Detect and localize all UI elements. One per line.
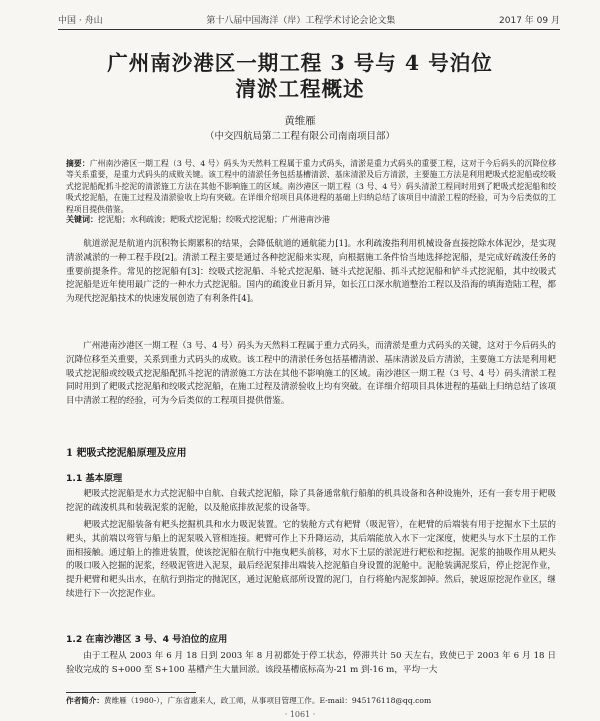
page-number: · 1061 ·	[284, 710, 316, 719]
footnote-text: 黄维雁（1980-），广东省惠来人，政工师，从事项目管理工作。E-mail：945176118@qq.com	[103, 696, 432, 705]
header-proceedings: 第十八届中国海洋（岸）工程学术讨论会论文集	[206, 15, 396, 26]
paragraph-1-2-a	[66, 650, 556, 678]
paper-title-line2: 清淤工程概述	[235, 77, 365, 101]
keywords	[66, 214, 556, 225]
intro-paragraph-2	[66, 340, 556, 409]
abstract-label: 摘要：	[66, 159, 90, 168]
paragraph-text: 由于工程从 2003 年 6 月 18 日到 2003 年 8 月初都处于停工状态，停滞共计 50 天左右，致使已于 2003 年 6 月 18 日验收完成的 S+000 至 S+100 基槽产生大量回淤。该段基槽底标高为-21 m 到-16 m，平均一大	[66, 651, 556, 675]
section-heading-1: 1 耙吸式挖泥船原理及应用	[66, 448, 187, 459]
header-location: 中国 · 舟山	[58, 15, 103, 26]
author-name: 黄维雁	[284, 115, 316, 127]
abstract-text: 广州南沙港区一期工程（3 号、4 号）码头为天然料工程属于重力式码头，清淤是重力式码头的重要工程，这对于今后码头的沉降位移等关系重要，是重力式码头的成败关键。该工程中的清淤任务包括基槽清淤、基床清淤及后方清淤，主要施工方法是利用耙吸式挖泥船或绞吸式挖泥船配抓斗挖泥的清淤施工方法在其他不影响施工的区域。南沙港区一期工程（3 号、4 号）码头清淤工程同时用到了耙吸式挖泥船和绞吸式挖泥船，在施工过程及清淤验收上均有突破。在详细介绍项目具体进程的基础上归纳总结了该项目中清淤工程的经验，可为今后类似的工程项目提供借鉴。	[66, 159, 556, 214]
footnote-rule	[66, 692, 196, 693]
paragraph-1-1-a	[66, 488, 556, 516]
keywords-label: 关键词：	[66, 215, 98, 224]
paragraph-text: 航道淤泥是航道内沉积物长期累积的结果，会降低航道的通航能力[1]。水利疏浚指利用机械设备直接挖除水体泥沙，是实现清淤减淤的一种工程手段[2]。清淤工程主要是通过各种挖泥船来实现，向根据施工条件恰当地选择挖泥船，是完成好疏浚任务的重要前提条件。常见的挖泥船有[3]：绞吸式挖泥船、斗轮式挖泥船、链斗式挖泥船、抓斗式挖泥船和铲斗式挖泥船，其中绞吸式挖泥船是近年使用最广泛的一种水力式挖泥船。国内的疏浚业日新月异，如长江口深水航道整治工程以及沿海的填海造陆工程，都为现代挖泥船技术的快速发展创造了有利条件[4]。	[66, 239, 556, 305]
paragraph-text: 耙吸式挖泥船是水力式挖泥船中自航、自载式挖泥船，除了具备通常航行船舶的机具设备和各种设施外，还有一套专用于耙吸挖泥的疏浚机具和装载泥浆的泥舱，以及舱底排放泥浆的设备等。	[66, 489, 556, 513]
footnote-label: 作者简介：	[66, 696, 104, 705]
paragraph-text: 耙吸式挖泥船装备有耙头挖掘机具和水力吸泥装置。它的装舱方式有耙臂（吸泥管），在耙臂的后端装有用于挖掘水下土层的耙头，其前端以弯管与船上的泥泵吸入管相连接。耙臂可作上下升降运动，其后端能放入水下一定深度，使耙头与水下土层的工作面相接触。通过船上的推进装置，使该挖泥船在航行中拖曳耙头前移，对水下土层的淤泥进行耙松和挖掘。泥浆的抽吸作用从耙头的吸口吸入挖掘的泥浆，经吸泥管进入泥泵，最后经泥泵排出端装入挖泥船自身设置的泥舱中。泥舱装满泥浆后，停止挖泥作业，提升耙臂和耙头出水，在航行到指定的抛泥区，通过泥舱底部所设置的泥门，自行将舱内泥浆卸掉。然后，驶返原挖泥作业区，继续进行下一次挖泥作业。	[66, 520, 556, 599]
subsection-heading-1-1: 1.1 基本原理	[66, 473, 123, 484]
paper-title-line1: 广州南沙港区一期工程 3 号与 4 号泊位	[107, 51, 493, 75]
running-header	[58, 11, 560, 27]
abstract	[66, 158, 556, 215]
header-date: 2017 年 09 月	[499, 15, 560, 26]
keywords-text: 挖泥船；水利疏浚；耙吸式挖泥船；绞吸式挖泥船；广州港南沙港	[98, 215, 330, 224]
footnote	[66, 696, 556, 706]
paragraph-1-1-b	[66, 519, 556, 602]
header-rule	[58, 29, 560, 30]
author-affiliation: （中交四航局第二工程有限公司南南项目部）	[204, 131, 395, 142]
subsection-heading-1-2: 1.2 在南沙港区 3 号、4 号泊位的应用	[66, 634, 228, 645]
paragraph-text: 广州港南沙港区一期工程（3 号、4 号）码头为天然料工程属于重力式码头，而清淤是重力式码头的关键，这对于今后码头的沉降位移至关重要，关系到重力式码头的成败。该工程中的清淤任务包括基槽清淤、基床清淤及后方清淤，主要施工方法是利用耙吸式挖泥船或绞吸式挖泥船配抓斗挖泥的清淤施工方法在其他不影响施工的区域。南沙港区一期工程（3 号、4 号）码头清淤工程同时用到了耙吸式挖泥船和绞吸式挖泥船，在施工过程及清淤验收上均有突破。在详细介绍项目具体进程的基础上归纳总结了该项目中清淤工程的经验，可为今后类似的工程项目提供借鉴。	[66, 341, 556, 407]
intro-paragraph-1	[66, 238, 556, 307]
